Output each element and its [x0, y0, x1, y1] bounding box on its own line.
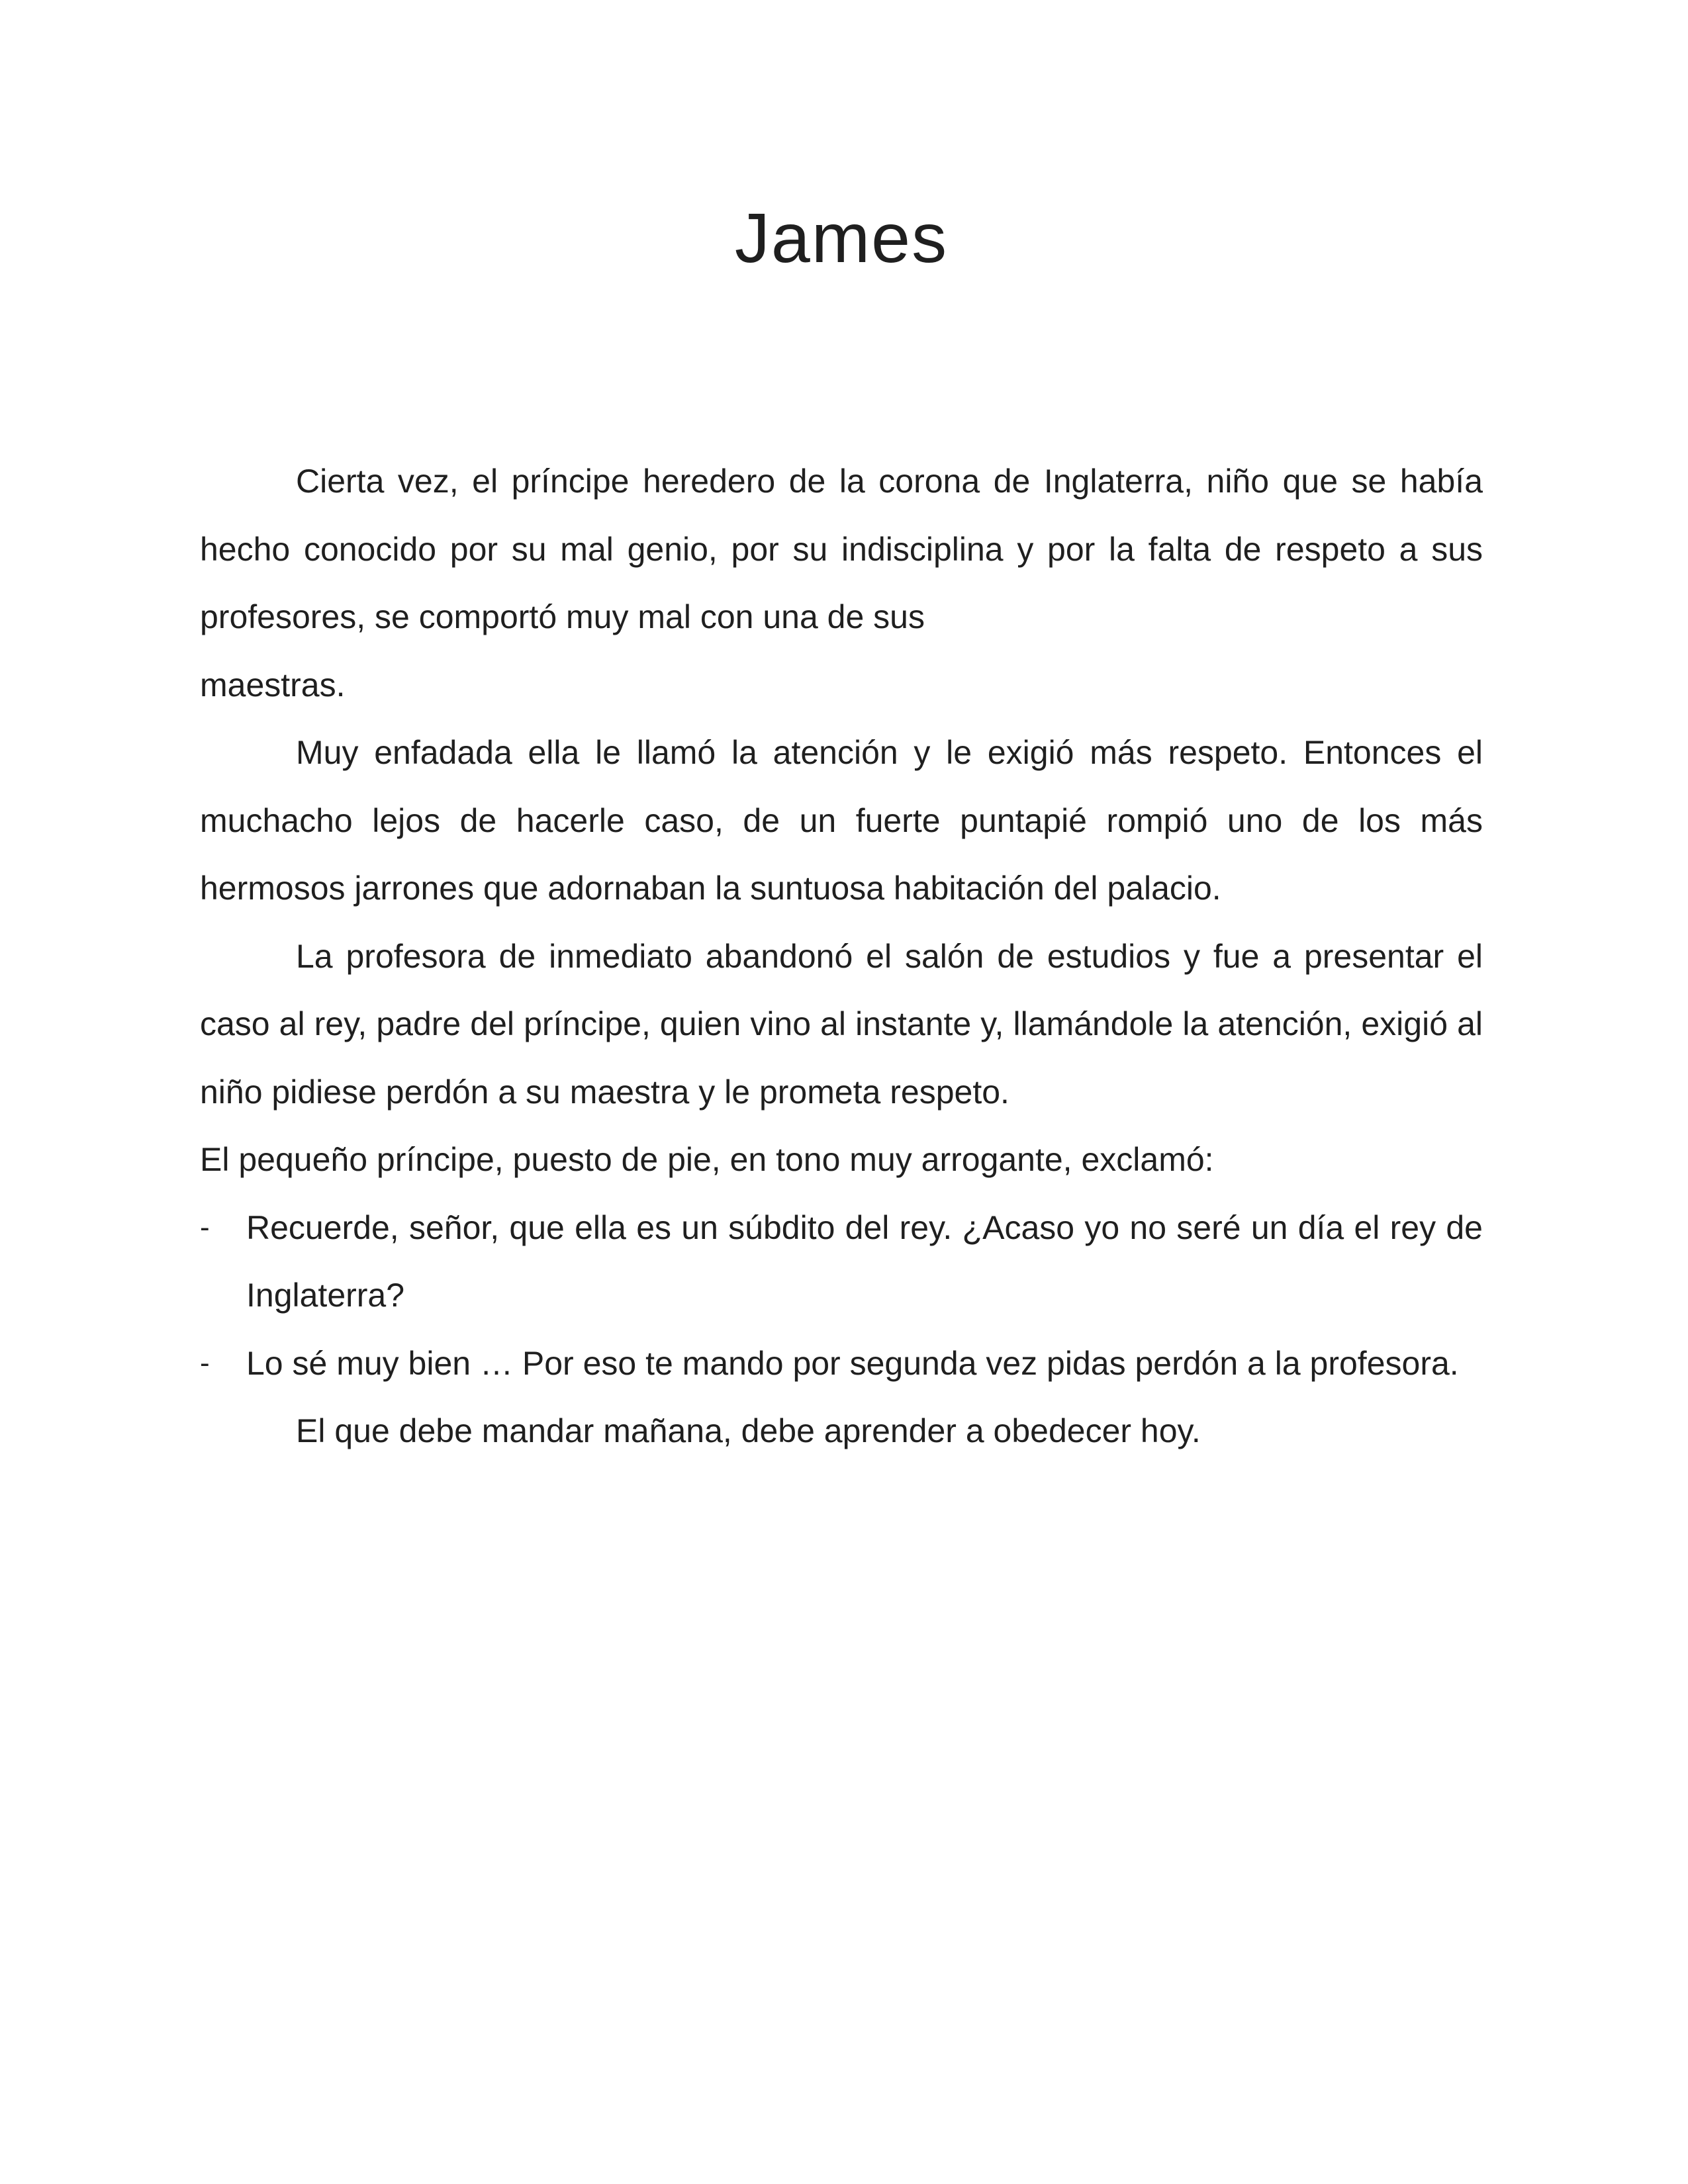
- list-item-dash: -: [200, 1346, 210, 1379]
- closing-line: El que debe mandar mañana, debe aprender a obedecer hoy.: [296, 1412, 1201, 1450]
- document-title: James: [734, 199, 949, 277]
- paragraph-2: maestras.: [200, 666, 346, 704]
- list-item-dash: -: [200, 1210, 210, 1244]
- list-item: [200, 1194, 1483, 1330]
- paragraph-5: El pequeño príncipe, puesto de pie, en tono muy arrogante, exclamó:: [200, 1141, 1214, 1178]
- paragraph-3: Muy enfadada ella le llamó la atención y le exigió más respeto. Entonces el muchacho lejos de hacerle caso, de un fuerte puntapié rompió uno de los más hermosos jarrones que adornaban la suntuosa habitación del palacio.: [200, 734, 1483, 907]
- list-item: [200, 1330, 1483, 1398]
- paragraph-1: Cierta vez, el príncipe heredero de la corona de Inglaterra, niño que se había hecho conocido por su mal genio, por su indisciplina y por la falta de respeto a sus profesores, se comportó muy mal con una de sus: [200, 463, 1483, 635]
- paragraph-4: La profesora de inmediato abandonó el salón de estudios y fue a presentar el caso al rey, padre del príncipe, quien vino al instante y, llamándole la atención, exigió al niño pidiese perdón a su maestra y le prometa respeto.: [200, 937, 1483, 1111]
- list-item-text: Recuerde, señor, que ella es un súbdito del rey. ¿Acaso yo no seré un día el rey de Inglaterra?: [246, 1208, 1483, 1314]
- list-item-text: Lo sé muy bien … Por eso te mando por segunda vez pidas perdón a la profesora.: [246, 1344, 1459, 1382]
